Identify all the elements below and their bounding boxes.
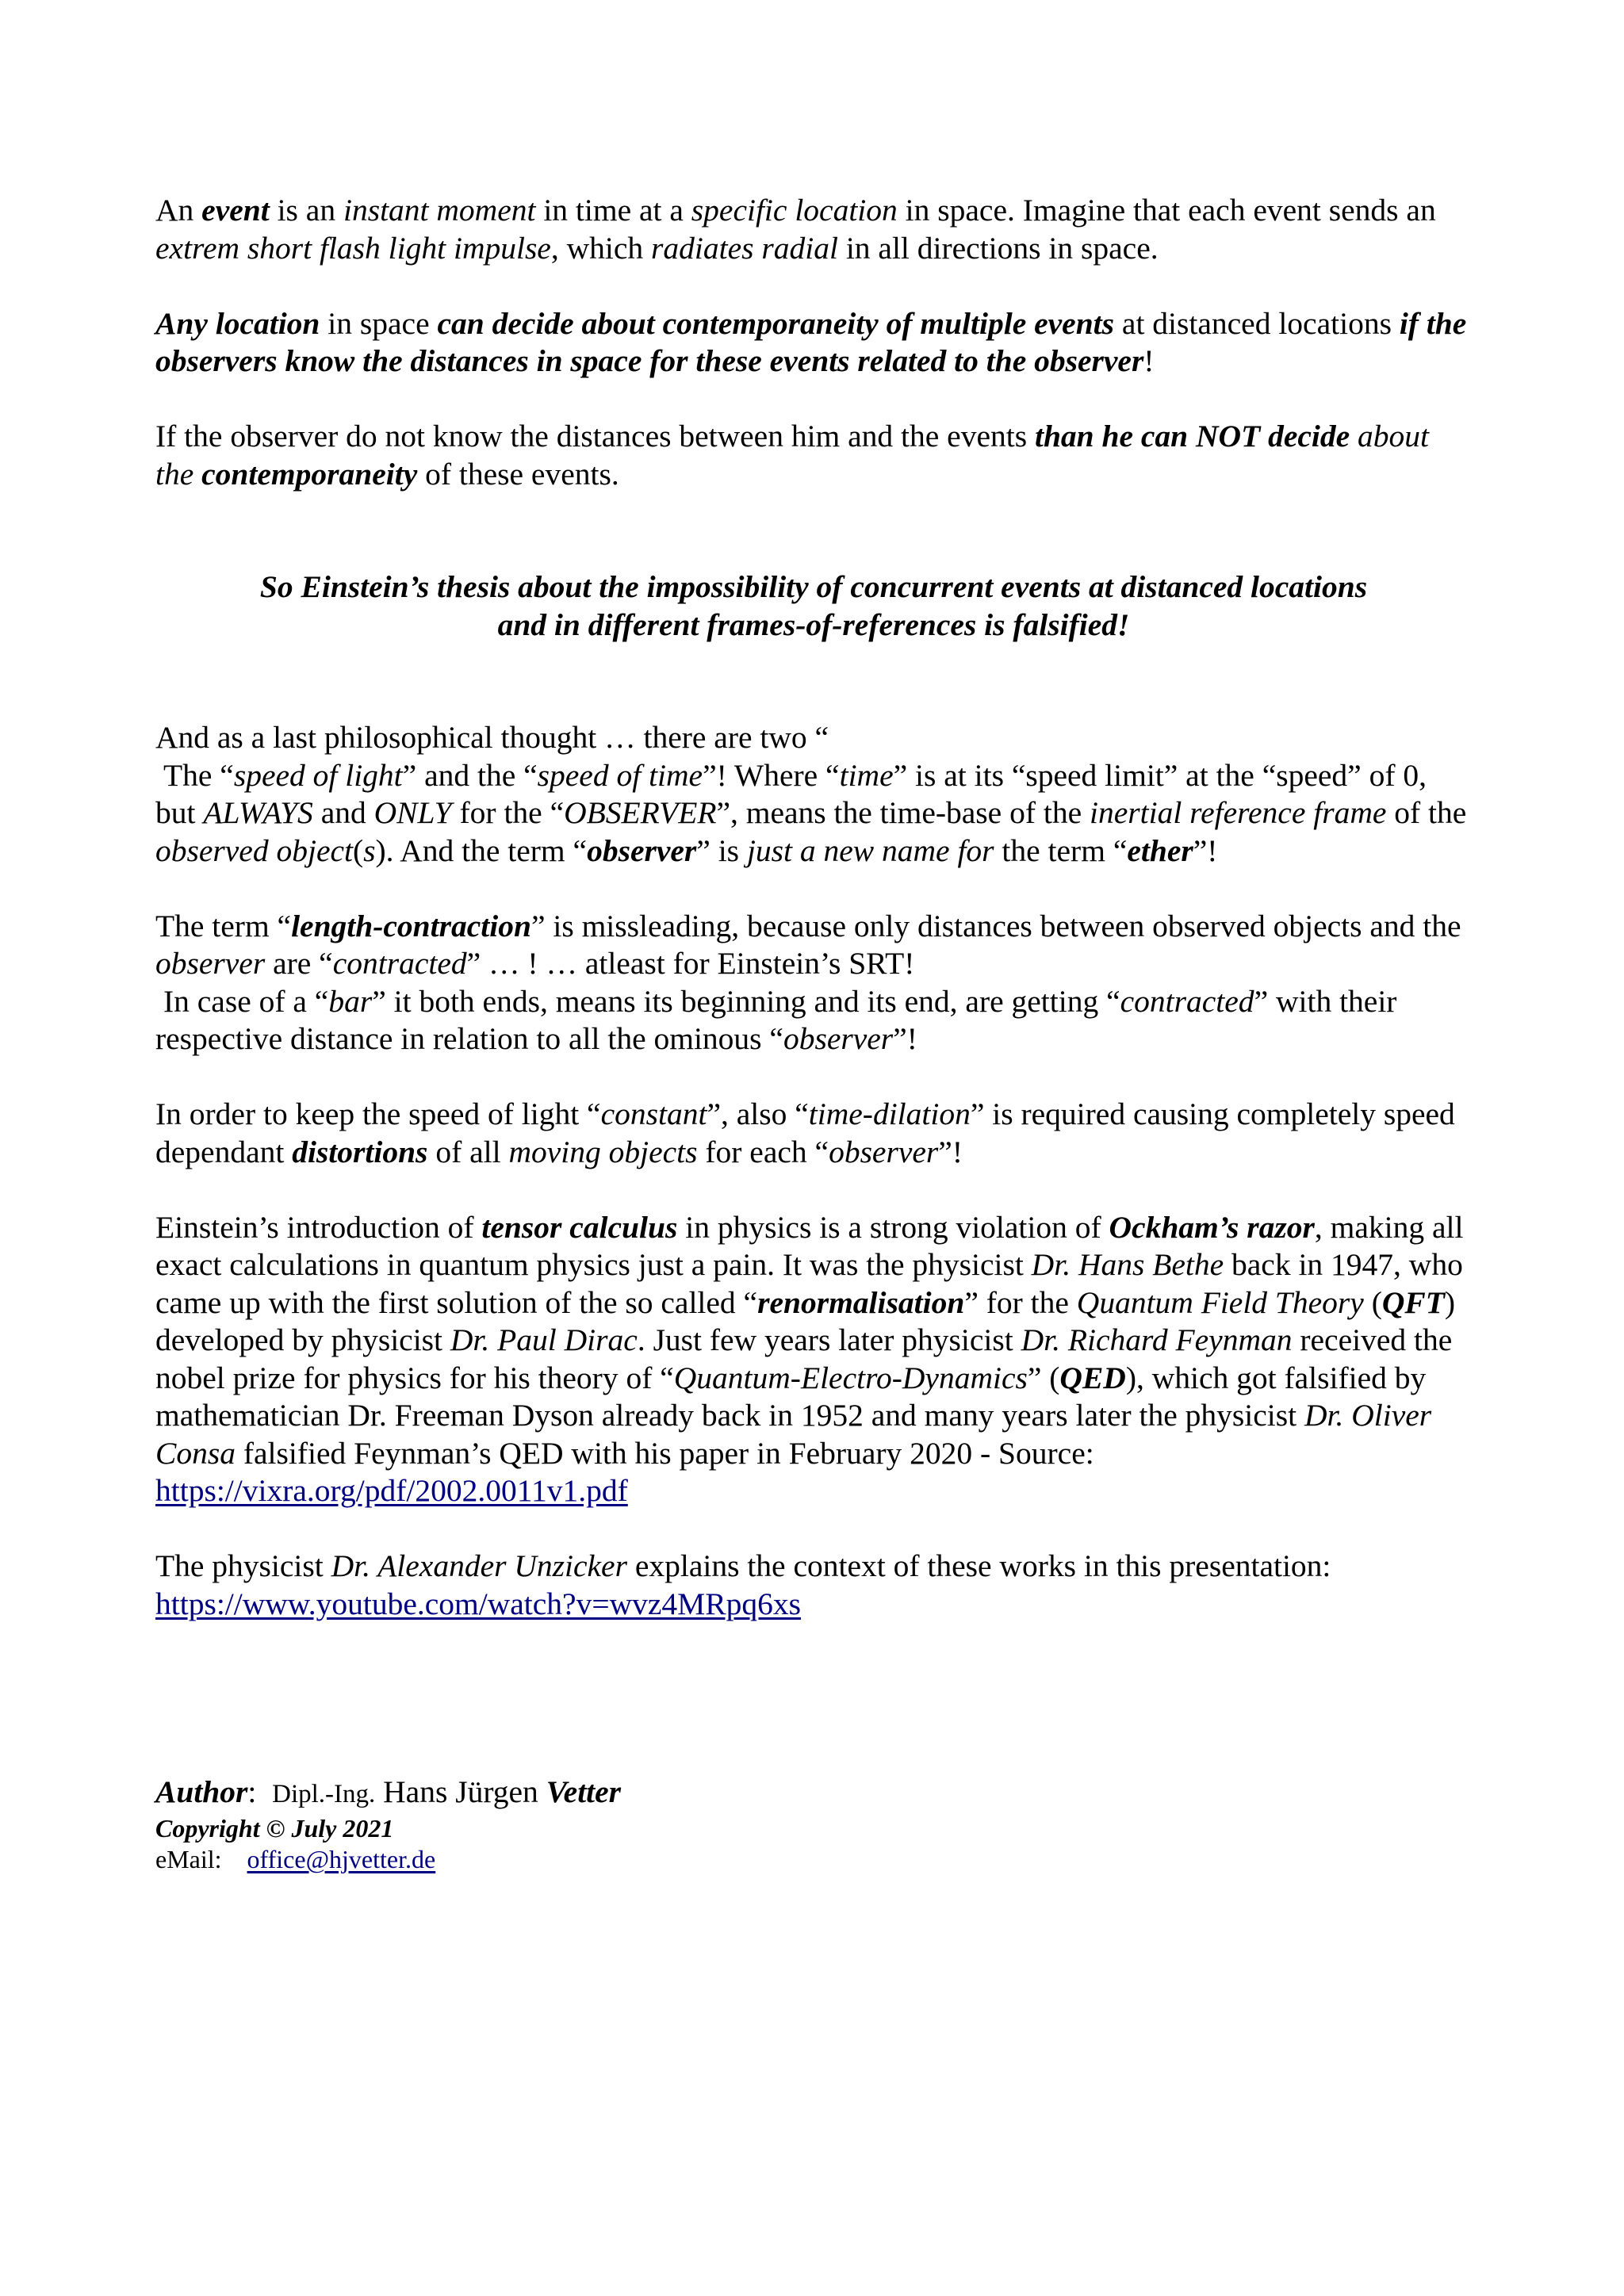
paragraph-any-location: Any location in space can decide about contemporaneity of multiple events at distanced locations if the observers know the distances in space for these events related to the observer!	[155, 305, 1467, 378]
vixra-source-link[interactable]: https://vixra.org/pdf/2002.0011v1.pdf	[155, 1473, 628, 1508]
paragraph-event-definition: An event is an instant moment in time at a specific location in space. Imagine that each event sends an extrem short flash light impulse, which radiates radial in all directions in space.	[155, 193, 1436, 266]
email-line: eMail: office@hjvetter.de	[155, 1845, 436, 1873]
paragraph-speed-limits: And as a last philosophical thought … there are two “ The “speed of light” and the “speed of time”! Where “time” is at its “speed limit” at the “speed” of 0, but ALWAYS and ONLY for the “OBSERVER”, means the time-base of the inertial reference frame of the observed object(s). And the term “observer” is just a new name for the term “ether”!	[155, 720, 1467, 868]
copyright-line: Copyright © July 2021	[155, 1814, 394, 1843]
paragraph-tensor-calculus: Einstein’s introduction of tensor calculus in physics is a strong violation of Ockham’s razor, making all exact calculations in quantum physics just a pain. It was the physicist Dr. Hans Bethe back in 1947, who came up with the first solution of the so called “renormalisation” for the Quantum Field Theory (QFT) developed by physicist Dr. Paul Dirac. Just few years later physicist Dr. Richard Feynman received the nobel prize for physics for his theory of “Quantum-Electro-Dynamics” (QED), which got falsified by mathematician Dr. Freeman Dyson already back in 1952 and many years later the physicist Dr. Oliver Consa falsified Feynman’s QED with his paper in February 2020 - Source: https://vixra.org/pdf/2002.0011v1.pdf	[155, 1209, 1464, 1508]
author-block	[155, 1774, 1472, 1875]
thesis-statement: So Einstein’s thesis about the impossibility of concurrent events at distanced locations and in different frames-of-references is falsified!	[259, 569, 1368, 642]
paragraph-time-dilation: In order to keep the speed of light “constant”, also “time-dilation” is required causing completely speed dependant distortions of all moving objects for each “observer”!	[155, 1096, 1455, 1169]
term-event: event	[201, 193, 270, 228]
paragraph-unzicker: The physicist Dr. Alexander Unzicker explains the context of these works in this presentation: https://www.youtube.com/watch?v=wvz4MRpq6xs	[155, 1548, 1331, 1621]
youtube-presentation-link[interactable]: https://www.youtube.com/watch?v=wvz4MRpq6xs	[155, 1586, 802, 1621]
email-link[interactable]: office@hjvetter.de	[247, 1845, 436, 1873]
author-line: Author: Dipl.-Ing. Hans Jürgen Vetter	[155, 1774, 622, 1809]
document-page	[155, 192, 1472, 1875]
paragraph-observer-distances: If the observer do not know the distances between him and the events than he can NOT decide about the contemporaneity of these events.	[155, 419, 1430, 492]
paragraph-length-contraction: The term “length-contraction” is missleading, because only distances between observed objects and the observer are “contracted” … ! … atleast for Einstein’s SRT! In case of a “bar” it both ends, means its beginning and its end, are getting “contracted” with their respective distance in relation to all the ominous “observer”!	[155, 908, 1461, 1056]
